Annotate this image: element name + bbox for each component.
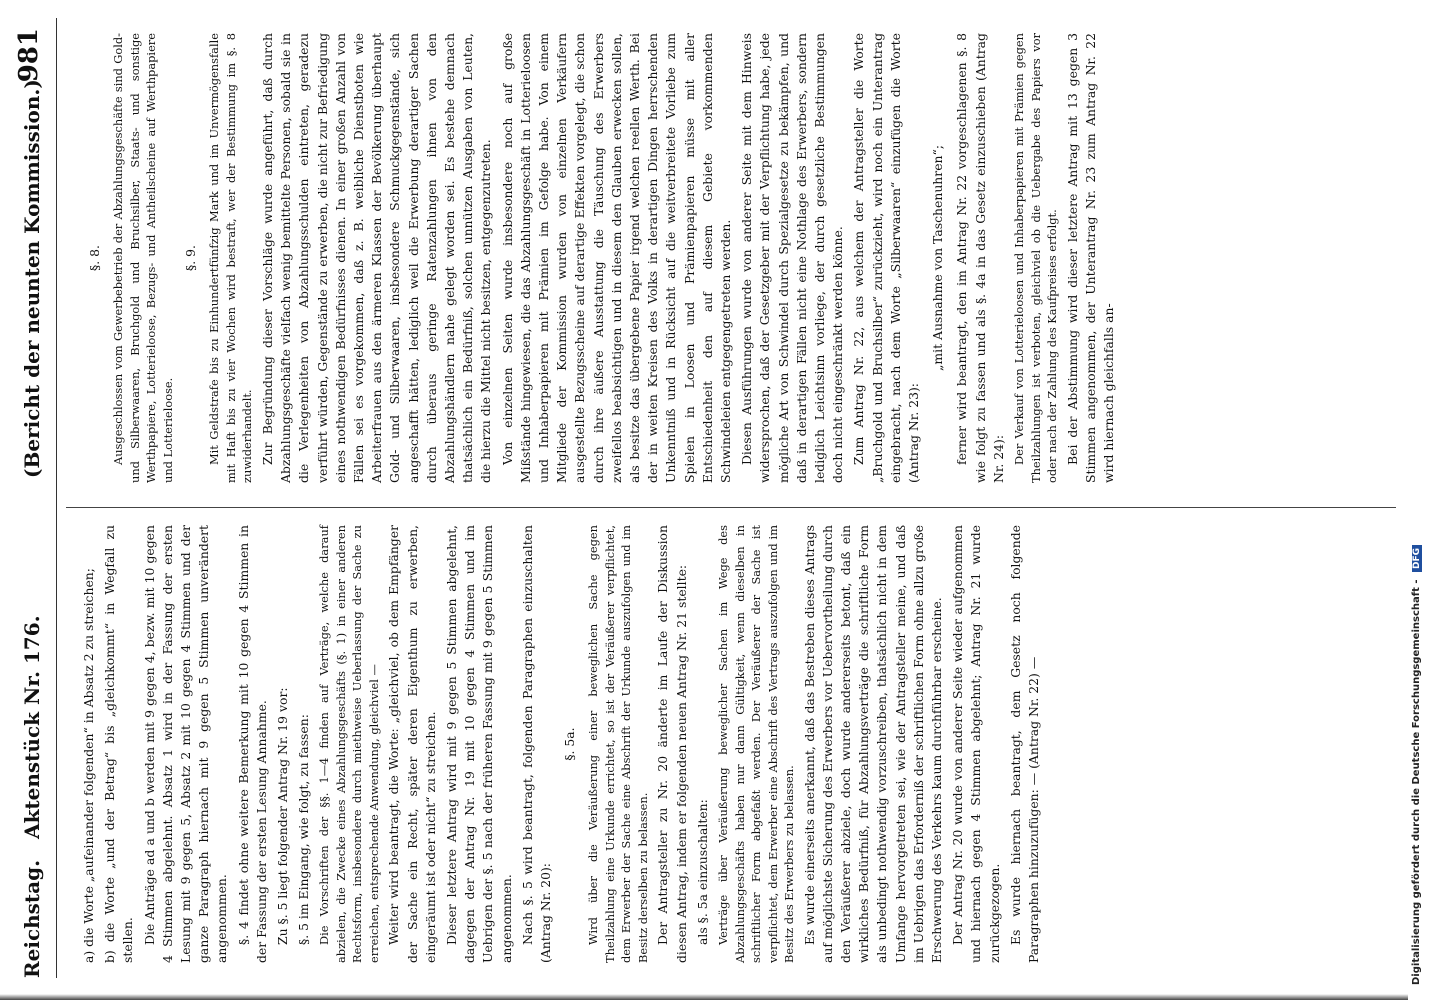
paragraph: Es wurde einerseits anerkannt, daß das Bestreben dieses Antrags auf möglichste Sicherung des Erwerbers vor Uebervortheilung durch den Veräußerer abziele, doch wurde andererseits betont, daß ein wirkliches Bedürfniß, für Abzahlungsverträge die schriftliche Form als unbedingt nothwendig vorzuschreiben, thatsächlich nicht in dem Umfange hervorgetreten sei, wie der Antragsteller meine, und daß im Uebrigen das Erforderniß der schriftlichen Form ohne allzu große Erschwerung des Verkehrs kaum durchführbar erscheine.	[801, 525, 944, 963]
paragraph: Ausgeschlossen vom Gewerbebetrieb der Abzahlungsgeschäfte sind Gold- und Silberwaaren, Bruchgold und Bruchsilber, Staats- und sonstige Werthpapiere, Lotterieloose, Bezugs- und Antheilscheine auf Werthpapiere und Lotterieloose.	[111, 33, 175, 483]
page-content	[10, 18, 1405, 978]
paragraph: Zu §. 5 liegt folgender Antrag Nr. 19 vor:	[275, 687, 291, 945]
paragraph: Wird über die Veräußerung einer beweglichen Sache gegen Theilzahlung eine Urkunde errichtet, so ist der Veräußerer verpflichtet, dem Erwerber der Sache eine Abschrift der Urkunde auszufolgen und im Besitz derselben zu belassen.	[586, 525, 650, 963]
paragraph: Dieser letztere Antrag wird mit 9 gegen 5 Stimmen abgelehnt, dagegen der Antrag Nr. 19 mit 10 gegen 4 Stimmen und im Uebrigen der §. 5 nach der früheren Fassung mit 9 gegen 5 Stimmen angenommen.	[444, 525, 514, 963]
paragraph: Von einzelnen Seiten wurde insbesondere noch auf große Mißstände hingewiesen, die das Abzahlungsgeschäft in Lotterieloosen und Inhaberpapieren mit Prämien im Gefolge habe. Von einem Mitgliede der Kommission wurden von einzelnen Verkäufern ausgestellte Bezugsscheine auf derartige Effekten vorgelegt, die schon durch ihre äußere Ausstattung die Täuschung des Erwerbers zweifellos beabsichtigen und in diesem den Glauben erwecken sollen, als besitze das übergebene Papier irgend welchen reellen Werth. Bei der in weiten Kreisen des Volks in derartigen Dingen herrschenden Unkenntniß und in Rücksicht auf die weitverbreitete Vorliebe zum Spielen in Loosen und Prämienpapieren müsse mit aller Entschiedenheit den auf diesem Gebiete vorkommenden Schwindeleien entgegengetreten werden.	[499, 33, 733, 483]
paragraph: §. 4 findet ohne weitere Bemerkung mit 10 gegen 4 Stimmen in der Fassung der ersten Lesung Annahme.	[235, 525, 269, 963]
text-column-left	[80, 525, 1046, 963]
credit-text	[1411, 545, 1422, 985]
paragraph: a) die Worte „aufeinander folgenden“ in Absatz 2 zu streichen;	[81, 568, 96, 963]
header-reichstag: Reichstag.	[20, 859, 44, 978]
paragraph: Der Verkauf von Lotterieloosen und Inhaberpapieren mit Prämien gegen Theilzahlungen ist verboten, gleichviel ob die Uebergabe des Papiers vor oder nach der Zahlung des Kaufpreises erfolgt.	[1012, 33, 1060, 483]
dfg-logo: DFG	[1412, 545, 1422, 572]
paragraph: Die Anträge ad a und b werden mit 9 gegen 4, bezw. mit 10 gegen 4 Stimmen abgelehnt. Absatz 1 wird in der Fassung der ersten Lesung mit 9 gegen 5, Absatz 2 mit 10 gegen 4 Stimmen und der ganze Paragraph hiernach mit 9 gegen 5 Stimmen unverändert angenommen.	[141, 525, 230, 963]
section-heading: §. 9.	[183, 245, 199, 271]
sidebar-credit	[1408, 0, 1432, 1000]
paragraph: b) die Worte „und der Betrag“ bis „gleichkommt“ in Wegfall zu stellen.	[102, 525, 136, 963]
header-right	[14, 28, 50, 478]
paragraph: Der Antrag Nr. 20 wurde von anderer Seite wieder aufgenommen und hiernach gegen 4 Stimmen abgelehnt; Antrag Nr. 21 wurde zurückgezogen.	[950, 525, 1002, 963]
paragraph: als §. 5a einzuschalten:	[694, 799, 710, 945]
column-divider	[66, 507, 1396, 508]
header-left	[20, 458, 50, 978]
section-heading: §. 8.	[87, 245, 102, 271]
scan-edge-bottom	[0, 994, 1408, 1000]
paragraph: ferner wird beantragt, den im Antrag Nr. 22 vorgeschlagenen §. 8 wie folgt zu fassen und als §. 4a in das Gesetz einzuschieben (Antrag Nr. 24):	[954, 33, 1006, 483]
page-number: 981	[14, 28, 44, 83]
paragraph: §. 5 im Eingang, wie folgt, zu fassen:	[296, 714, 312, 945]
paragraph: Zum Antrag Nr. 22, aus welchem der Antragsteller die Worte „Bruchgold und Bruchsilber“ zurückzieht, wird noch ein Unterantrag eingebracht, nach dem Worte „Silberwaaren“ einzufügen die Worte (Antrag Nr. 23):	[851, 33, 922, 483]
paragraph: Bei der Abstimmung wird dieser letztere Antrag mit 13 gegen 3 Stimmen angenommen, der Unterantrag Nr. 23 zum Antrag Nr. 22 wird hiernach gleichfalls an-	[1064, 33, 1116, 483]
section-heading: §. 5a.	[562, 727, 578, 761]
header-rule	[56, 18, 57, 978]
paragraph: Der Antragsteller zu Nr. 20 änderte im Laufe der Diskussion diesen Antrag, indem er folgenden neuen Antrag Nr. 21 stellte:	[655, 525, 689, 963]
paragraph: Es wurde hiernach beantragt, dem Gesetz noch folgende Paragraphen hinzuzufügen: — (Antrag Nr. 22) —	[1007, 525, 1042, 963]
paragraph: Verträge über Veräußerung beweglicher Sachen im Wege des Abzahlungsgeschäfts haben nur dann Gültigkeit, wenn dieselben in schriftlicher Form abgefaßt werden. Der Veräußerer der Sache ist verpflichtet, dem Erwerber eine Abschrift des Vertrags auszufolgen und im Besitz des Erwerbers zu belassen.	[716, 525, 797, 963]
credit-label: Digitalisierung gefördert durch die Deutsche Forschungsgemeinschaft -	[1411, 579, 1422, 985]
paragraph: „mit Ausnahme von Taschenuhren“;	[930, 144, 946, 372]
paragraph: Diesen Ausführungen wurde von anderer Seite mit dem Hinweis widersprochen, daß der Gesetzgeber mit der Verpflichtung habe, jede mögliche Art von Schwindel durch Spezialgesetze zu bekämpfen, und daß in derartigen Fällen nicht eine Nothlage des Erwerbers, sondern lediglich Leichtsinn vorliege, der durch gesetzliche Bestimmungen doch nicht eingeschränkt werden könne.	[739, 33, 846, 483]
paragraph: Zur Begründung dieser Vorschläge wurde angeführt, daß durch Abzahlungsgeschäfte vielfach wenig bemittelte Personen, sobald sie in die Verlegenheiten von Abzahlungsschulden eintreten, geradezu verführt würden, Gegenstände zu erwerben, die nicht zur Befriedigung eines nothwendigen Bedürfnisses dienen. In einer großen Anzahl von Fällen sei es vorgekommen, daß z. B. weibliche Dienstboten wie Arbeiterfrauen aus den ärmeren Klassen der Bevölkerung überhaupt Gold- und Silberwaaren, insbesondere Schmuckgegenstände, sich angeschafft hätten, lediglich weil die Erwerbung derartiger Sachen durch überaus geringe Ratenzahlungen ihnen von den Abzahlungshändlern nahe gelegt worden sei. Es bestehe demnach thatsächlich ein Bedürfniß, solchen unnützen Ausgaben von Leuten, die hierzu die Mittel nicht besitzen, entgegenzutreten.	[259, 33, 494, 483]
paragraph: Die Vorschriften der §§. 1—4 finden auf Verträge, welche darauf abzielen, die Zwecke eines Abzahlungsgeschäfts (§. 1) in einer anderen Rechtsform, insbesondere durch miethweise Ueberlassung der Sache zu erreichen, entsprechende Anwendung, gleichviel —	[317, 525, 381, 963]
header-commission-report: (Bericht der neunten Kommission.)	[20, 79, 44, 478]
paragraph: Weiter wird beantragt, die Worte: „gleichviel, ob dem Empfänger der Sache ein Recht, später deren Eigenthum zu erwerben, eingeräumt ist oder nicht“ zu streichen.	[386, 525, 438, 963]
paragraph: Mit Geldstrafe bis zu Einhundertfünfzig Mark und im Unvermögensfalle mit Haft bis zu vier Wochen wird bestraft, wer der Bestimmung im §. 8 zuwiderhandelt.	[207, 33, 255, 483]
text-column-right	[80, 33, 1121, 483]
header-document-number: Aktenstück Nr. 176.	[20, 615, 44, 839]
paragraph: Nach §. 5 wird beantragt, folgenden Paragraphen einzuschalten (Antrag Nr. 20):	[519, 525, 554, 963]
